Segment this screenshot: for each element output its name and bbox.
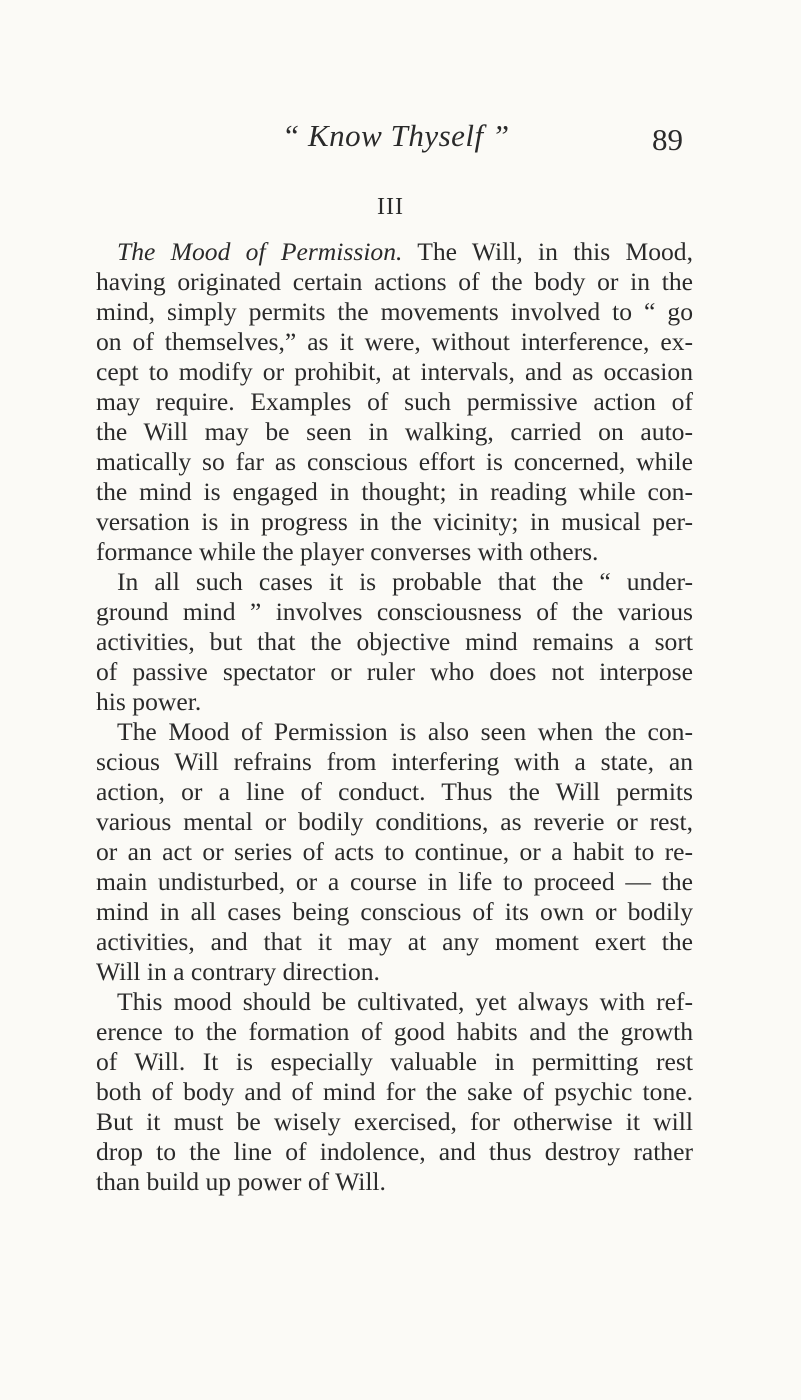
running-head [0, 118, 801, 158]
section-heading: The Mood of Permission. [117, 237, 403, 266]
text-line: various mental or bodily conditions, as reverie or rest, [96, 807, 693, 836]
text-line: drop to the line of indolence, and thus destroy rather [96, 1137, 693, 1166]
text-line: having originated certain actions of the body or in the [96, 267, 693, 296]
text-line: Will in a contrary direction. [96, 957, 380, 986]
text-line: activities, but that the objective mind remains a sort [96, 627, 693, 656]
text-line: the mind is engaged in thought; in reading while con- [96, 477, 693, 506]
text-line: erence to the formation of good habits and the growth [96, 1017, 693, 1046]
text-line: mind, simply permits the movements involved to “ go [96, 297, 693, 326]
text-line: the Will may be seen in walking, carried on auto- [96, 417, 693, 446]
text-line: ground mind ” involves consciousness of the various [96, 597, 693, 626]
text-line: mind in all cases being conscious of its own or bodily [96, 897, 693, 926]
page-number: 89 [652, 122, 683, 157]
text-line: In all such cases it is probable that the “ under- [117, 567, 693, 596]
text-line: main undisturbed, or a course in life to proceed — the [96, 867, 693, 896]
text-line: on of themselves,” as it were, without interference, ex- [96, 327, 693, 356]
section-numeral: III [377, 194, 404, 220]
text-line: may require. Examples of such permissive action of [96, 387, 693, 416]
text-line: versation is in progress in the vicinity; in musical per- [96, 507, 693, 536]
text-line: activities, and that it may at any moment exert the [96, 927, 693, 956]
text-line: But it must be wisely exercised, for otherwise it will [96, 1107, 693, 1136]
text-line: This mood should be cultivated, yet always with ref- [117, 987, 693, 1016]
running-title: “ Know Thyself ” [282, 118, 510, 153]
text-line [117, 237, 693, 267]
text-line: matically so far as conscious effort is concerned, while [96, 447, 693, 476]
text-line: both of body and of mind for the sake of psychic tone. [96, 1077, 693, 1106]
text-line: his power. [96, 687, 202, 716]
text-line: than build up power of Will. [96, 1167, 386, 1196]
text-line-fragment: The Will, in this Mood, [402, 237, 694, 266]
text-line: cept to modify or prohibit, at intervals, and as occasion [96, 357, 693, 386]
text-line: of Will. It is especially valuable in permitting rest [96, 1047, 693, 1076]
text-line: of passive spectator or ruler who does not interpose [96, 657, 693, 686]
text-line: or an act or series of acts to continue, or a habit to re- [96, 837, 693, 866]
text-line: action, or a line of conduct. Thus the Will permits [96, 777, 693, 806]
text-line: formance while the player converses with others. [96, 537, 599, 566]
text-line: The Mood of Permission is also seen when the con- [117, 717, 693, 746]
text-line: scious Will refrains from interfering with a state, an [96, 747, 693, 776]
